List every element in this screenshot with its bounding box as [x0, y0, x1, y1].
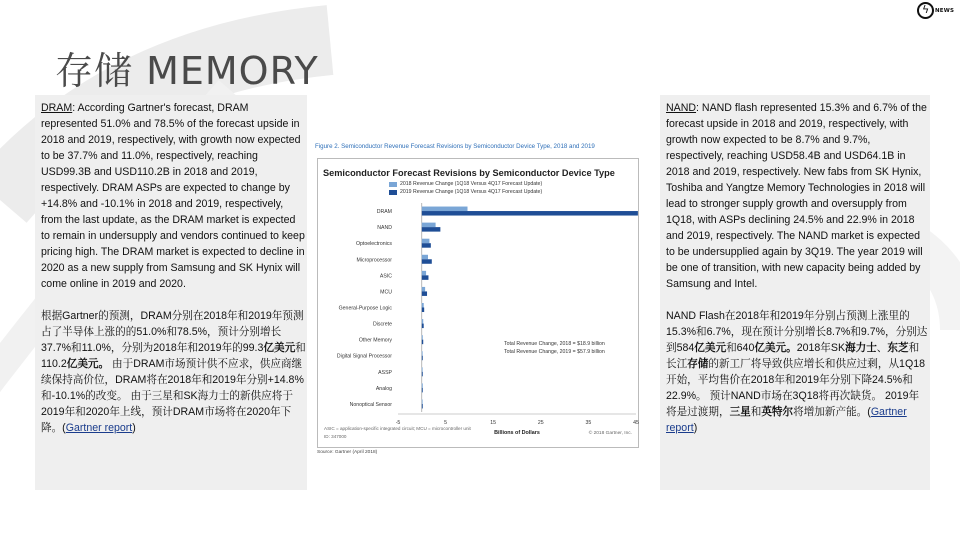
gartner-figure — [313, 140, 643, 460]
nand-zh-text-8: 将增加新产能。( — [793, 406, 871, 418]
nand-chinese-paragraph — [666, 308, 928, 436]
chart-id: ID: 347000 — [324, 434, 347, 439]
category-label: General-Purpose Logic — [338, 305, 392, 312]
category-label: Microprocessor — [356, 257, 392, 264]
news-logo — [917, 2, 957, 20]
bar-2019 — [422, 259, 432, 264]
category-label: Analog — [375, 385, 392, 392]
bar-2018 — [422, 335, 423, 340]
nand-zh-highlight-3: 海力士 — [845, 342, 877, 354]
x-tick-label: 15 — [490, 420, 497, 426]
bar-2019 — [422, 372, 423, 377]
dram-text — [41, 100, 307, 436]
bar-2018 — [422, 223, 436, 228]
dram-chinese-paragraph — [41, 308, 307, 436]
nand-zh-text-4: 、 — [876, 342, 888, 354]
nand-text — [666, 100, 928, 436]
category-label: Digital Signal Processor — [336, 353, 392, 360]
legend-label-2019: 2019 Revenue Change (1Q18 Versus 4Q17 Forecast Update) — [400, 189, 543, 195]
bar-2019 — [422, 340, 423, 345]
bar-2019 — [422, 211, 638, 216]
nand-zh-highlight-6: 三星 — [729, 406, 751, 418]
category-label: MCU — [380, 289, 392, 296]
nand-english-text: : NAND flash represented 15.3% and 6.7% of the forecast upside in 2018 and 2019, respectively, with growth now expected to be 8.7% and 9.7%, respectively, reaching USD58.4B and USD64.1B in 2018 and 2019, respectively. New fabs from SK Hynix, Toshiba and Yangtze Memory Technologies in 2018 will lead to stronger supply growth and oversupply from 1Q18, with ASPs declining 24.5% and 22.9% in 2018 and 2019, respectively. The NAND market is expected to be undersupplied again by 3Q19. The year 2019 will be one of transition, with new capacity being added by Samsung and Intel. — [666, 102, 927, 290]
bar-2018 — [422, 271, 426, 276]
chart-copyright: © 2018 Gartner, Inc. — [588, 431, 632, 436]
dram-gartner-report-link[interactable]: Gartner report — [65, 422, 133, 434]
nand-zh-text-5: 和长江 — [666, 342, 920, 370]
figure-caption: Figure 2. Semiconductor Revenue Forecast Revisions by Semiconductor Device Type, 2018 and 2019 — [315, 143, 595, 150]
dram-zh-end: ) — [132, 422, 136, 434]
legend-label-2018: 2018 Revenue Change (1Q18 Versus 4Q17 Forecast Update) — [400, 181, 543, 187]
legend-swatch-2018 — [389, 182, 397, 187]
dram-zh-text-1: 根据Gartner的预测，DRAM分别在2018年和2019年预测占了半导体上涨的的51.0%和78.5%，预计分别增长37.7%和11.0%，分别为2018年和2019年的99.3 — [41, 310, 304, 354]
nand-panel — [660, 95, 930, 490]
nand-english-paragraph — [666, 100, 928, 292]
nand-zh-highlight-2: 亿美元。 — [754, 342, 797, 354]
dram-zh-text-2: 和110.2 — [41, 342, 306, 370]
category-label: ASIC — [379, 273, 392, 280]
chart-footnote: ASIC = application-specific integrated circuit; MCU = microcontroller unit — [324, 426, 471, 431]
category-label: Optoelectronics — [355, 241, 392, 248]
bar-2018 — [422, 255, 428, 260]
legend-item-2019 — [389, 188, 542, 196]
nand-zh-text-2: 和640 — [726, 342, 755, 354]
page-title: 存储 MEMORY — [55, 49, 319, 93]
bar-chart — [318, 159, 640, 449]
nand-zh-highlight-5: 存储 — [687, 358, 709, 370]
dram-zh-highlight-1: 亿美元 — [263, 342, 296, 354]
x-tick-label: 5 — [444, 420, 448, 426]
bar-2018 — [422, 367, 423, 372]
bar-2018 — [422, 239, 430, 244]
dram-english-paragraph — [41, 100, 307, 292]
bar-2019 — [422, 308, 424, 313]
category-label: DRAM — [376, 209, 392, 216]
nand-zh-text-6: 的新工厂将导致供应增长和供应过剩，从1Q18开始，平均售价在2018年和2019年分别下降24.5%和22.9%。 预计NAND市场在3Q18将再次缺货。 2019年将是过渡期， — [666, 358, 925, 418]
bar-2018 — [422, 287, 425, 292]
chart-title: Semiconductor Forecast Revisions by Semiconductor Device Type — [323, 168, 615, 178]
category-label: Discrete — [372, 321, 392, 328]
dram-panel — [35, 95, 307, 490]
category-label: ASSP — [378, 369, 392, 376]
bar-2019 — [422, 227, 441, 232]
bar-2018 — [422, 319, 423, 324]
nand-gartner-report-link[interactable]: Gartner report — [666, 406, 907, 434]
nand-zh-highlight-4: 东芝 — [887, 342, 909, 354]
bar-2019 — [422, 291, 427, 296]
category-label: NAND — [377, 225, 392, 232]
chart-source: Source: Gartner (April 2018) — [317, 450, 378, 455]
dram-english-text: : According Gartner's forecast, DRAM represented 51.0% and 78.5% of the forecast upside in 2018 and 2019, respectively, with growth now expected to be 37.7% and 11.0%, respectively, reaching USD99.3B and USD110.2B in 2018 and 2019, respectively. DRAM ASPs are expected to change by +14.8% and -10.1% in 2018 and 2019, respectively, from the last update, as the DRAM market is expected to remain in undersupply and vendors continued to keep pricing high. The DRAM market is expected to decline in 2020 as a new supply from Samsung and SK Hynix will come online in 2019 and 2020. — [41, 102, 305, 290]
bar-2018 — [422, 399, 423, 404]
bar-2018 — [422, 383, 423, 388]
nand-zh-text-7: 和 — [750, 406, 762, 418]
nand-zh-text-1: NAND Flash在2018年和2019年分别占预测上涨里的15.3%和6.7%，现在预计分别增长8.7%和9.7%，分别达到584 — [666, 310, 928, 354]
nand-zh-end: ) — [693, 422, 698, 434]
dram-zh-text-3: 由于DRAM市场预计供不应求，供应商继续保持高价位，DRAM将在2018年和2019年分别+14.8%和-10.1%的改变。 由于三星和SK海力士的新供应将于2019年和2020年上线，预计DRAM市场将在2020年下降。( — [41, 358, 304, 434]
bar-2019 — [422, 404, 423, 409]
annotation-total-2019: Total Revenue Change, 2019 = $57.9 billion — [504, 349, 605, 355]
bar-2019 — [422, 324, 424, 329]
bar-2019 — [422, 388, 423, 393]
category-label: Nonoptical Sensor — [349, 401, 392, 408]
x-tick-label: 35 — [585, 420, 592, 426]
x-tick-label: 45 — [633, 420, 639, 426]
bar-2018 — [422, 207, 468, 212]
lightning-icon: ϟ — [922, 3, 930, 16]
x-axis-title: Billions of Dollars — [494, 430, 540, 436]
chart-legend — [389, 180, 542, 196]
legend-item-2018 — [389, 180, 542, 188]
nand-zh-highlight-7: 英特尔 — [761, 406, 794, 418]
bar-2019 — [422, 275, 429, 280]
bar-2018 — [422, 351, 423, 356]
x-tick-label: -5 — [395, 420, 401, 426]
bar-2018 — [422, 303, 424, 308]
category-label: Other Memory — [358, 337, 392, 344]
annotation-total-2018: Total Revenue Change, 2018 = $18.9 billion — [504, 341, 605, 347]
legend-swatch-2019 — [389, 190, 397, 195]
nand-label: NAND — [666, 102, 697, 114]
dram-label: DRAM — [41, 102, 73, 114]
bar-2019 — [422, 356, 423, 361]
nand-zh-text-3: 2018年SK — [796, 342, 846, 354]
logo-text: NEWS — [935, 8, 955, 14]
bar-2019 — [422, 243, 431, 248]
chart-container — [317, 158, 639, 448]
x-tick-label: 25 — [537, 420, 544, 426]
dram-zh-highlight-2: 亿美元。 — [66, 358, 110, 370]
nand-zh-highlight-1: 亿美元 — [694, 342, 727, 354]
